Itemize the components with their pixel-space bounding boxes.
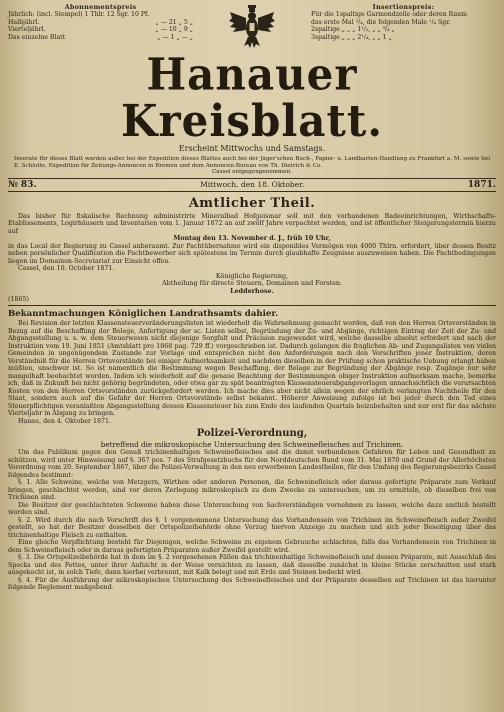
district-dateline: Hanau, den 4. Oktober 1871. bbox=[18, 417, 112, 425]
prussian-eagle-emblem-icon bbox=[224, 4, 280, 52]
divider bbox=[8, 305, 496, 306]
police-ordinance-subject: betreffend die mikroskopische Untersuchung des Schweinefleisches auf Trichinen. bbox=[100, 440, 404, 450]
official-paragraph: in das Local der Regierung zu Cassel anberaumt. Zur Pachtübernahme wird ein disponibles Vermögen von 4000 Thlrn. erfordert, über dessen Besitz neben persönlicher Qualification die Pachtbewerber sich spätestens im Termin durch glaubhafte Zeugnisse auszuweisen haben. Die Pachtbedingungen liegen im Domainen-Secretariat zur Einsicht offen. bbox=[8, 242, 496, 265]
inserate-notice: Inserate für dieses Blatt werden außer bei der Expedition dieses Blattes auch bei der Jäger'schen Buch-, Papier- u. Landkarten-Handlung zu Frankfurt a. M. sowie bei E. Schlotte, Expedition für Zeitungs-Annoncen in Bremen und dem Annoncen-Bureau von Th. Dietrich & Co. Cassel entgegengenommen. bbox=[14, 156, 490, 176]
issue-year: 1871. bbox=[467, 179, 496, 190]
subscription-price-title: Abonnementspreis bbox=[64, 3, 137, 11]
insertion-row: 2spaltige „ „ „ 1¹/₂, „ „ ³/₄ „ bbox=[311, 26, 395, 34]
official-dateline: Cassel, den 10. October 1871. bbox=[18, 265, 115, 273]
official-section-title: Amtlicher Theil. bbox=[188, 195, 316, 211]
insertion-row: 3spaltige „ „ „ 2¹/₄, „ „ 1 „ bbox=[311, 33, 392, 41]
district-notices-title: Bekanntmachungen Königlichen Landrathsamts dahier. bbox=[8, 309, 279, 320]
signature-authority: Königliche Regierung, bbox=[215, 271, 289, 280]
police-ordinance-title: Polizei-Verordnung, bbox=[196, 428, 308, 440]
subscription-row: Das einzelne Blatt „ — 1 „ — „ bbox=[8, 33, 193, 41]
issue-line bbox=[8, 178, 496, 192]
subscription-row: Jährlich: (incl. Stempel) 1 Thlr. 12 Sgr. 10 Pf. bbox=[8, 11, 150, 19]
signature-name: Ledderhose. bbox=[230, 286, 274, 295]
signature-department: Abtheilung für directe Steuern, Domainen und Forsten. bbox=[161, 279, 343, 288]
subscription-row: Halbjährl. „ — 21 „ 5 „ bbox=[8, 18, 193, 26]
police-paragraph: Eine gleiche Verpflichtung besteht für Diejenigen, welche Schweine zu eigenem Gebrauche schlachten, falls das Vorhandensein von Trichinen in dem Schweinefleisch oder in daraus gefertigten Präparaten außer Zweifel gestellt wird. bbox=[8, 539, 496, 554]
reference-number: (1865) bbox=[8, 295, 29, 303]
insertion-price-title: Insertionspreis: bbox=[372, 3, 435, 11]
header bbox=[8, 4, 496, 52]
police-paragraph: §. 4. Für die Ausführung der mikroskopischen Untersuchung des Schweinefleisches und der Präparate desselben auf Trichinen ist das hierunter folgende Reglement maßgebend. bbox=[8, 576, 496, 592]
police-paragraph: §. 3. Die Ortspolizeibehörde hat in dem im §. 2 vorgesehenen Fällen das trichinenhaltige Schweinefleisch und dessen Präparate, mit Ausschluß des Specks und des Fettes, unter ihrer Aufsicht in der Weise vernichten zu lassen, daß dasselbe zunächst in kleine Stücke zerschnitten und stark ausgekocht ist, in solch Tiefe, dann hierbei verbrennt, mit Kalk belegt und mit Erde und Steinen bedeckt wird. bbox=[8, 554, 496, 577]
publication-schedule: Erscheint Mittwochs und Samstags. bbox=[178, 144, 326, 153]
insertion-price-block bbox=[311, 4, 496, 52]
subscription-price-block bbox=[8, 4, 193, 52]
insertion-row: das erste Mal ²/₄, die folgenden Male ¹/₄ Sgr. bbox=[311, 18, 451, 26]
police-paragraph: §. 2. Wird durch die nach Vorschrift des §. 1 vorgenommene Untersuchung das Vorhandensein von Trichinen im Schweinefleisch außer Zweifel gestellt, so hat der Besitzer desselben der Ortspolizeibehörde ohne Verzug hiervon Anzeige zu machen und sich jeder Beseitigung über das trichinenhaltige Fleisch zu enthalten. bbox=[8, 516, 496, 539]
issue-number: № 83. bbox=[8, 179, 37, 190]
masthead-title: Hanauer Kreisblatt. bbox=[121, 48, 383, 147]
insertion-row: Für die 1spaltige Garmondzeile oder deren Raum bbox=[311, 11, 468, 19]
district-paragraph: Bei Revision der letzten Klassensteuerveränderungslisten ist wiederholt die Wahrnehmung gemacht worden, daß von den Herren Ortsvorständen in Bezug auf die Beschaffung der Belege, Anfertigung der sc. Listen selbst, Begründung der Zu- und Abgänge, richtigen Eintrag der Zeit der Zu- und Abgangsstellung u. s. w. dem Steuerwesen nicht diejenige Sorgfalt und Präcision zugewendet wird, welche dasselbe absolut erfordert und nach der Instruktion vom 19. Juni 1851 (Amtsblatt pro 1868 pag. 729 ff.) vorgeschrieben ist. Dadurch gelangen die fraglichen Ab- und Zugangslisten von vielen Gemeinden in ungenügendem Zustande zur Vorlage und entsprechen nicht den Anforderungen nach den Vorschriften jener Instruktion, deren Verständniß für die Herren Ortsvorstände bei einiger Aufmerksamkeit und nachdem dieselben in der Prüfung schon praktische Uebung erlangt haben müßten, unschwer ist. So ist namentlich die Bestimmung wegen Beschaffung, der Belage zur Begründung der Abgänge resp. Zugänge nur sehr mangelhaft beobachtet worden. Indem ich wiederholt auf die genaue Beachtung der Bestimmungen obiger Instruktion aufmerksam mache, bemerke ich, daß in Zukunft bei nicht gehörig begründeten, oder etwa gar zu spät beantragten Klassensteuerabgangsvorlagen unnachsichtlich die verursachten Kosten von den Herren Ortsvorständen zurückgefordert werden. Ich mache dies aber nicht allein wegen der ehrlich verlangten Nachtheile für den Staat, sondern auch auf die Gefahr der Herren Ortsvorstände selbst bekannt. Höherer Anweisung zufolge ist bei jeder durch den Tod eines Steuerpflichtigen veranlaßten Abgangsstellung dessen Klassensteuer bis zum Ende des laufenden Quartals beizubehalten und nur erst für das nächste Vierteljahr in Abgang zu bringen. bbox=[8, 320, 496, 418]
official-date-highlight: Montag den 13. November d. J., früh 10 Uhr, bbox=[173, 235, 331, 243]
police-paragraph: Um das Publikum gegen den Genuß trichinenhaltigen Schweinefleisches und die damit verbundenen Gefahren für Leben und Gesundheit zu schützen, wird unter Hinweisung auf §. 367 pos. 7 des Strafgesetzbuchs für den Norddeutschen Bund vom 31. Mai 1870 und Grund der Allerhöchsten Verordnung vom 20. September 1867, über die Polizei-Verwaltung in den neu erworbenen Landestheilen, für den Umfang des Regierungsbezirks Cassel folgendes bestimmt: bbox=[8, 449, 496, 479]
police-paragraph: §. 1. Alle Schweine, welche von Metzgern, Wirthen oder anderen Personen, die Schweinefleisch oder daraus gefertigte Präparate zum Verkauf bringen, geschlachtet werden, sind vor deren Zerlegung mikroskopisch zu dem Zwecke zu untersuchen, um zu ermitteln, ob dieselben frei von Trichinen sind. bbox=[8, 479, 496, 502]
police-paragraph: Die Besitzer der geschlachteten Schweine haben diese Untersuchung von Sachverständigen vornehmen zu lassen, welche dazu amtlich bestellt worden sind. bbox=[8, 501, 496, 517]
issue-date: Mittwoch, den 18. Oktober. bbox=[200, 179, 305, 189]
official-paragraph: Das bisher für fiskalische Rechnung administrirte Mineralbad Hofgeismar soll mit den vorhandenen Badeeinrichtungen, Wirthschafts-Etablissements, Logirhäusern und Inventarien vom 1. Januar 1872 an auf zwölf Jahre verpachtet werden, und ist öffentlicher Steigerungstermin hierzu auf bbox=[8, 212, 496, 235]
subscription-row: Vierteljährl. „ — 10 „ 9 „ bbox=[8, 26, 193, 34]
